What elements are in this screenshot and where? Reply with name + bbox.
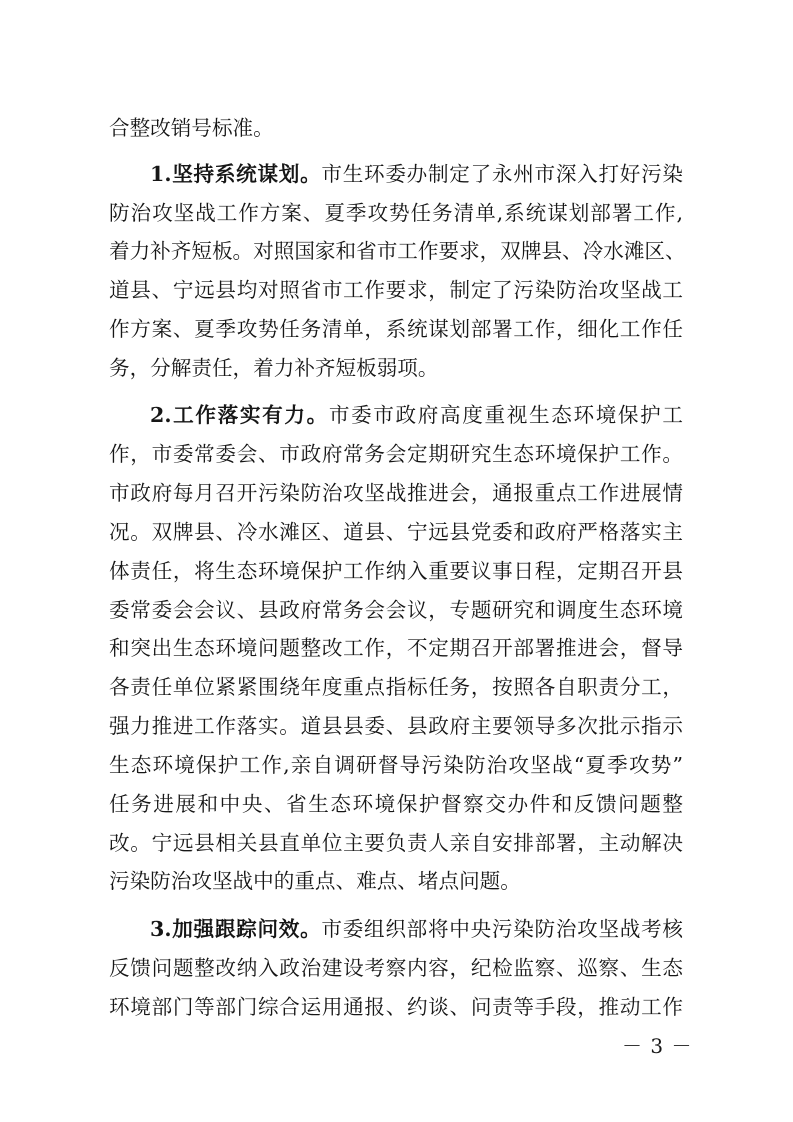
line-text: 道县、宁远县均对照省市工作要求，制定了污染防治攻坚战工 <box>109 278 683 302</box>
body-text-line <box>109 746 683 784</box>
body-text-line <box>109 824 683 862</box>
line-text: 务，分解责任，着力补齐短板弱项。 <box>109 356 439 380</box>
body-text-line <box>109 232 686 270</box>
body-text-line <box>109 310 683 348</box>
line-text: 市生环委办制定了永州市深入打好污染 <box>321 162 683 186</box>
line-text: 况。双牌县、冷水滩区、道县、宁远县党委和政府严格落实主 <box>109 520 683 544</box>
body-text-line <box>109 271 683 309</box>
body-text-line <box>109 591 683 629</box>
body-text-line <box>109 949 683 987</box>
line-text: 各责任单位紧紧围绕年度重点指标任务，按照各自职责分工， <box>109 675 683 699</box>
line-text: 着力补齐短板。对照国家和省市工作要求，双牌县、冷水滩区、 <box>109 239 686 263</box>
line-text: 合整改销号标准。 <box>109 116 274 140</box>
line-text: 市委市政府高度重视生态环境保护工 <box>328 403 684 427</box>
line-text: 污染防治攻坚战中的重点、难点、堵点问题。 <box>109 869 521 893</box>
body-text-line <box>109 862 683 900</box>
page-number: － 3 － <box>622 1034 693 1058</box>
body-text-line <box>109 435 683 473</box>
line-text: 体责任，将生态环境保护工作纳入重要议事日程，定期召开县 <box>109 559 683 583</box>
body-text-line <box>109 668 683 706</box>
line-text: 任务进展和中央、省生态环境保护督察交办件和反馈问题整 <box>109 792 683 816</box>
section-heading-2: 2.工作落实有力。 <box>150 403 329 427</box>
section-heading-1: 1.坚持系统谋划。 <box>150 162 322 186</box>
section-heading-3: 3.加强跟踪问效。 <box>150 917 322 941</box>
line-text: 强力推进工作落实。道县县委、县政府主要领导多次批示指示 <box>109 714 683 738</box>
body-text-line <box>109 552 683 590</box>
section-2-heading-line <box>150 396 683 434</box>
line-text: 委常委会会议、县政府常务会会议，专题研究和调度生态环境 <box>109 598 683 622</box>
paragraph-continuation-line <box>109 109 683 147</box>
line-text: 防治攻坚战工作方案、夏季攻势任务清单,系统谋划部署工作, <box>109 201 683 225</box>
line-text: 生态环境保护工作,亲自调研督导污染防治攻坚战“夏季攻势” <box>109 753 683 777</box>
body-text-line <box>109 513 683 551</box>
line-text: 环境部门等部门综合运用通报、约谈、问责等手段，推动工作 <box>109 995 683 1019</box>
section-1-heading-line <box>150 155 683 193</box>
body-text-line <box>109 988 683 1026</box>
line-text: 市委组织部将中央污染防治攻坚战考核 <box>321 917 683 941</box>
body-text-line <box>109 349 683 387</box>
body-text-line <box>109 707 683 745</box>
line-text: 反馈问题整改纳入政治建设考察内容，纪检监察、巡察、生态 <box>109 956 683 980</box>
line-text: 改。宁远县相关县直单位主要负责人亲自安排部署，主动解决 <box>109 831 683 855</box>
line-text: 作方案、夏季攻势任务清单，系统谋划部署工作，细化工作任 <box>109 317 683 341</box>
line-text: 作，市委常委会、市政府常务会定期研究生态环境保护工作。 <box>109 442 683 466</box>
body-text-line <box>109 474 683 512</box>
body-text-line <box>109 785 683 823</box>
body-text-line <box>109 194 683 232</box>
line-text: 和突出生态环境问题整改工作，不定期召开部署推进会，督导 <box>109 636 683 660</box>
line-text: 市政府每月召开污染防治攻坚战推进会，通报重点工作进展情 <box>109 481 683 505</box>
section-3-heading-line <box>150 910 683 948</box>
body-text-line <box>109 629 683 667</box>
